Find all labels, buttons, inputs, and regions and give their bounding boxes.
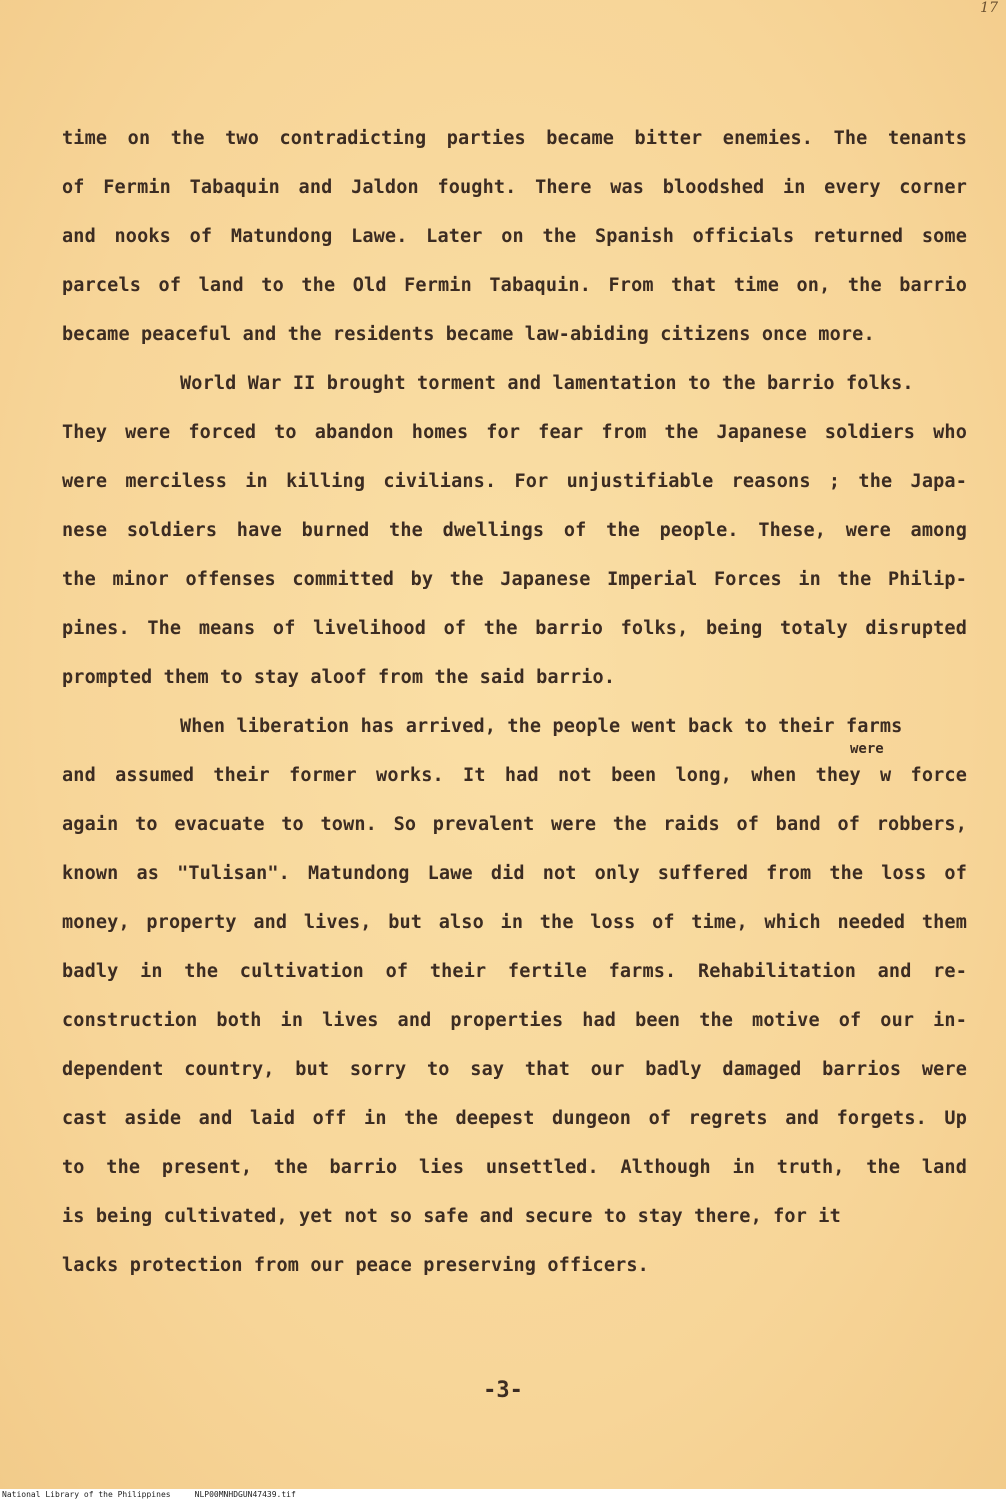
text-line: badly in the cultivation of their fertile farms. Rehabilitation and re- xyxy=(62,961,967,982)
text-line: of Fermin Tabaquin and Jaldon fought. There was bloodshed in every corner xyxy=(62,177,967,198)
handwritten-insertion: were xyxy=(850,741,884,757)
text-line: is being cultivated, yet not so safe and secure to stay there, for it xyxy=(62,1206,841,1227)
text-line: money, property and lives, but also in the loss of time, which needed them xyxy=(62,912,967,933)
text-line: became peaceful and the residents became law-abiding citizens once more. xyxy=(62,324,875,345)
text-line: and nooks of Matundong Lawe. Later on the Spanish officials returned some xyxy=(62,226,967,247)
text-line: nese soldiers have burned the dwellings of the people. These, were among xyxy=(62,520,967,541)
text-line: to the present, the barrio lies unsettled. Although in truth, the land xyxy=(62,1157,967,1178)
page-number: -3- xyxy=(483,1378,523,1403)
text-line: They were forced to abandon homes for fear from the Japanese soldiers who xyxy=(62,422,967,443)
text-line: When liberation has arrived, the people went back to their farms xyxy=(180,716,903,737)
text-line: time on the two contradicting parties became bitter enemies. The tenants xyxy=(62,128,967,149)
text-line: dependent country, but sorry to say that our badly damaged barrios were xyxy=(62,1059,967,1080)
text-line: and assumed their former works. It had not been long, when they w force xyxy=(62,765,967,786)
text-line: known as "Tulisan". Matundong Lawe did not only suffered from the loss of xyxy=(62,863,967,884)
text-line: World War II brought torment and lamentation to the barrio folks. xyxy=(180,373,914,394)
text-line: construction both in lives and properties had been the motive of our in- xyxy=(62,1010,967,1031)
text-line: prompted them to stay aloof from the said barrio. xyxy=(62,667,616,688)
archive-source-text: National Library of the Philippines NLP00MNHDGUN47439.tif xyxy=(2,1490,296,1499)
archive-footer xyxy=(0,1489,1006,1500)
text-line: the minor offenses committed by the Japanese Imperial Forces in the Philip- xyxy=(62,569,967,590)
text-line: again to evacuate to town. So prevalent were the raids of band of robbers, xyxy=(62,814,967,835)
corner-page-mark: 17 xyxy=(980,0,998,16)
text-line: pines. The means of livelihood of the barrio folks, being totaly disrupted xyxy=(62,618,967,639)
text-line: lacks protection from our peace preserving officers. xyxy=(62,1255,649,1276)
text-line: cast aside and laid off in the deepest dungeon of regrets and forgets. Up xyxy=(62,1108,967,1129)
text-line: were merciless in killing civilians. For unjustifiable reasons ; the Japa- xyxy=(62,471,967,492)
text-line: parcels of land to the Old Fermin Tabaquin. From that time on, the barrio xyxy=(62,275,967,296)
